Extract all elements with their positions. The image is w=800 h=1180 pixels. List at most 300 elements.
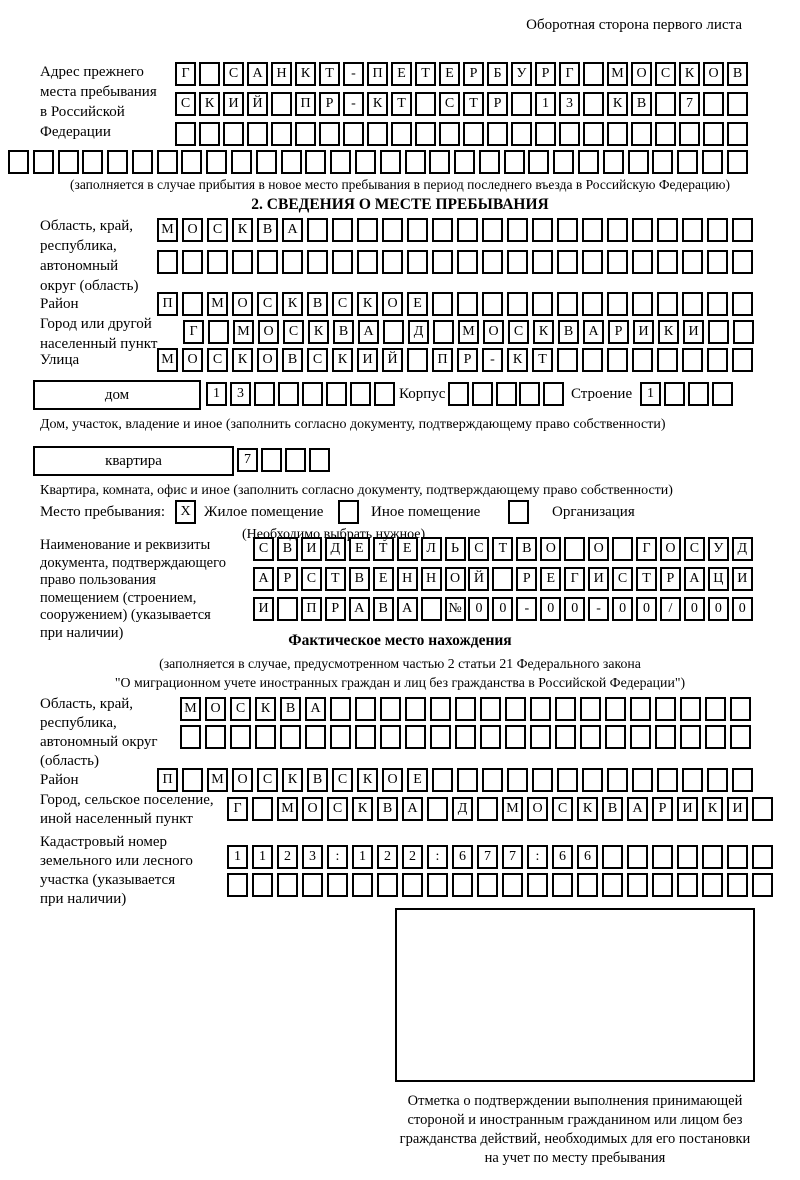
char-box: П: [301, 597, 322, 621]
char-box: [496, 382, 517, 406]
char-box: [480, 725, 501, 749]
char-box: [377, 873, 398, 897]
char-box: С: [655, 62, 676, 86]
char-box: [703, 122, 724, 146]
char-box: Б: [487, 62, 508, 86]
char-box: Р: [463, 62, 484, 86]
char-box: В: [631, 92, 652, 116]
char-box: К: [199, 92, 220, 116]
char-box: [682, 768, 703, 792]
char-box: Н: [271, 62, 292, 86]
char-box: [382, 218, 403, 242]
char-box: И: [588, 567, 609, 591]
label-line: при наличии): [40, 624, 124, 641]
char-box: Т: [636, 567, 657, 591]
stay-type-note: (Необходимо выбрать нужное): [242, 527, 426, 542]
house-note: Дом, участок, владение и иное (заполнить согласно документу, подтверждающему право собственности): [40, 417, 666, 432]
char-box: К: [702, 797, 723, 821]
char-box: Е: [391, 62, 412, 86]
char-box: 6: [552, 845, 573, 869]
char-box: И: [223, 92, 244, 116]
char-box: Г: [183, 320, 204, 344]
char-box: [8, 150, 29, 174]
char-box: 7: [237, 448, 258, 472]
char-box: [557, 768, 578, 792]
char-box: [421, 597, 442, 621]
char-box: [582, 250, 603, 274]
char-box: [632, 348, 653, 372]
char-box: Т: [319, 62, 340, 86]
label-line: право пользования: [40, 572, 156, 588]
char-box: [432, 768, 453, 792]
char-box: М: [458, 320, 479, 344]
char-box: С: [257, 292, 278, 316]
char-box: [307, 218, 328, 242]
char-box: [285, 448, 306, 472]
char-box: В: [558, 320, 579, 344]
char-box: [680, 725, 701, 749]
char-box: [463, 122, 484, 146]
char-box: Ь: [445, 537, 466, 561]
char-box: О: [483, 320, 504, 344]
char-box: [374, 382, 395, 406]
char-box: :: [527, 845, 548, 869]
char-box: 0: [708, 597, 729, 621]
char-box: [677, 845, 698, 869]
char-box: [432, 218, 453, 242]
char-box: [632, 250, 653, 274]
char-box: [302, 382, 323, 406]
char-box: Д: [325, 537, 346, 561]
char-box: О: [382, 768, 403, 792]
label-line: округ (область): [40, 278, 139, 294]
char-box: [727, 122, 748, 146]
char-box: И: [253, 597, 274, 621]
char-box: [199, 122, 220, 146]
char-box: [559, 122, 580, 146]
char-box: А: [627, 797, 648, 821]
char-box: К: [533, 320, 554, 344]
house-named-box: дом: [33, 380, 201, 410]
char-box: 6: [452, 845, 473, 869]
char-box: [482, 218, 503, 242]
char-box: [607, 250, 628, 274]
char-box: 7: [679, 92, 700, 116]
cadastre-row-1: [227, 845, 773, 869]
actual-district-label: Район: [40, 772, 79, 788]
char-box: [679, 122, 700, 146]
char-box: Ц: [708, 567, 729, 591]
char-box: [380, 725, 401, 749]
char-box: А: [349, 597, 370, 621]
char-box: К: [255, 697, 276, 721]
char-box: А: [305, 697, 326, 721]
label-line: Город, сельское поселение,: [40, 792, 214, 808]
stay-checkbox-other: [338, 500, 359, 524]
document-row-1: [253, 537, 753, 561]
char-box: [439, 122, 460, 146]
char-box: С: [207, 348, 228, 372]
char-box: [182, 768, 203, 792]
char-box: Л: [421, 537, 442, 561]
actual-location-title: Фактическое место нахождения: [288, 632, 512, 649]
char-box: [305, 150, 326, 174]
char-box: [632, 292, 653, 316]
char-box: [357, 218, 378, 242]
char-box: [502, 873, 523, 897]
actual-region-row-2: [180, 725, 751, 749]
char-box: [752, 873, 773, 897]
label-line: на учет по месту пребывания: [484, 1150, 666, 1166]
char-box: [580, 725, 601, 749]
char-box: В: [333, 320, 354, 344]
char-box: [655, 725, 676, 749]
char-box: [415, 92, 436, 116]
char-box: [627, 873, 648, 897]
char-box: Г: [636, 537, 657, 561]
actual-city-label: [40, 791, 230, 829]
char-box: Р: [457, 348, 478, 372]
char-box: В: [307, 292, 328, 316]
char-box: П: [295, 92, 316, 116]
stamp-caption: [330, 1092, 800, 1168]
char-box: [472, 382, 493, 406]
char-box: К: [282, 292, 303, 316]
char-box: [707, 250, 728, 274]
char-box: [727, 92, 748, 116]
char-box: [577, 873, 598, 897]
label-line: гражданства действий, необходимых для его постановки: [399, 1131, 751, 1147]
char-box: [505, 725, 526, 749]
char-box: С: [508, 320, 529, 344]
char-box: [532, 250, 553, 274]
char-box: [332, 250, 353, 274]
char-box: [732, 768, 753, 792]
char-box: Е: [349, 537, 370, 561]
char-box: И: [357, 348, 378, 372]
char-box: [530, 725, 551, 749]
char-box: М: [157, 218, 178, 242]
char-box: С: [552, 797, 573, 821]
char-box: [231, 150, 252, 174]
char-box: [355, 725, 376, 749]
char-box: [261, 448, 282, 472]
char-box: [557, 250, 578, 274]
cadastre-label: [40, 833, 225, 909]
char-box: К: [577, 797, 598, 821]
char-box: [511, 92, 532, 116]
char-box: [582, 292, 603, 316]
char-box: [557, 218, 578, 242]
char-box: [455, 697, 476, 721]
char-box: 2: [277, 845, 298, 869]
char-box: К: [232, 348, 253, 372]
label-line: республика,: [40, 238, 117, 254]
char-box: [752, 845, 773, 869]
char-box: К: [232, 218, 253, 242]
char-box: [487, 122, 508, 146]
char-box: М: [157, 348, 178, 372]
char-box: В: [280, 697, 301, 721]
char-box: [607, 122, 628, 146]
char-box: Е: [439, 62, 460, 86]
char-box: [507, 292, 528, 316]
char-box: С: [253, 537, 274, 561]
char-box: [302, 873, 323, 897]
char-box: [352, 873, 373, 897]
char-box: [631, 122, 652, 146]
label-line: населенный пункт: [40, 336, 158, 352]
char-box: [427, 873, 448, 897]
char-box: [271, 92, 292, 116]
document-row-2: [253, 567, 753, 591]
char-box: 1: [206, 382, 227, 406]
char-box: [582, 348, 603, 372]
char-box: А: [583, 320, 604, 344]
char-box: Р: [535, 62, 556, 86]
char-box: К: [282, 768, 303, 792]
char-box: [705, 725, 726, 749]
char-box: [205, 725, 226, 749]
char-box: Р: [277, 567, 298, 591]
label-line: стороной и иностранным гражданином или лицом без: [407, 1112, 743, 1128]
char-box: В: [307, 768, 328, 792]
char-box: [343, 122, 364, 146]
char-box: Р: [516, 567, 537, 591]
char-box: [457, 250, 478, 274]
label-line: иной населенный пункт: [40, 811, 193, 827]
korpus-label: Корпус: [399, 386, 446, 402]
char-box: [607, 768, 628, 792]
char-box: М: [207, 292, 228, 316]
char-box: К: [507, 348, 528, 372]
char-box: [702, 150, 723, 174]
char-box: И: [683, 320, 704, 344]
region-row-2: [157, 250, 753, 274]
char-box: [677, 150, 698, 174]
char-box: А: [358, 320, 379, 344]
char-box: О: [382, 292, 403, 316]
char-box: [507, 250, 528, 274]
char-box: Н: [421, 567, 442, 591]
char-box: [181, 150, 202, 174]
char-box: 1: [352, 845, 373, 869]
char-box: [332, 218, 353, 242]
char-box: С: [230, 697, 251, 721]
char-box: С: [223, 62, 244, 86]
char-box: [612, 537, 633, 561]
char-box: М: [277, 797, 298, 821]
char-box: [433, 320, 454, 344]
char-box: [607, 348, 628, 372]
char-box: 0: [564, 597, 585, 621]
char-box: [357, 250, 378, 274]
char-box: Т: [463, 92, 484, 116]
char-box: [182, 292, 203, 316]
prev-address-note: (заполняется в случае прибытия в новое место пребывания в период последнего въезда в Российскую Федерацию): [69, 177, 731, 192]
char-box: С: [468, 537, 489, 561]
char-box: [132, 150, 153, 174]
char-box: [504, 150, 525, 174]
char-box: Т: [415, 62, 436, 86]
char-box: Т: [325, 567, 346, 591]
page-side-note: Оборотная сторона первого листа: [526, 17, 742, 33]
char-box: №: [445, 597, 466, 621]
label-line: в Российской: [40, 104, 125, 120]
char-box: С: [175, 92, 196, 116]
char-box: [405, 150, 426, 174]
char-box: [477, 873, 498, 897]
char-box: [652, 845, 673, 869]
char-box: [380, 150, 401, 174]
char-box: [319, 122, 340, 146]
char-box: [532, 768, 553, 792]
char-box: [727, 845, 748, 869]
char-box: [257, 250, 278, 274]
label-line: Город или другой: [40, 316, 152, 332]
char-box: [702, 845, 723, 869]
prev-address-row-3: [175, 122, 748, 146]
stroenie-label: Строение: [571, 386, 633, 402]
char-box: К: [658, 320, 679, 344]
char-box: [281, 150, 302, 174]
char-box: [182, 250, 203, 274]
char-box: [405, 697, 426, 721]
char-box: [652, 150, 673, 174]
char-box: 3: [302, 845, 323, 869]
char-box: Т: [391, 92, 412, 116]
char-box: -: [516, 597, 537, 621]
char-box: О: [660, 537, 681, 561]
cadastre-row-2: [227, 873, 773, 897]
char-box: [58, 150, 79, 174]
char-box: [307, 250, 328, 274]
char-box: [752, 797, 773, 821]
stay-type-label: Место пребывания:: [40, 504, 165, 520]
char-box: И: [677, 797, 698, 821]
char-box: [391, 122, 412, 146]
char-box: Р: [487, 92, 508, 116]
char-box: И: [633, 320, 654, 344]
char-box: [708, 320, 729, 344]
char-box: [355, 697, 376, 721]
char-box: [582, 218, 603, 242]
char-box: Й: [382, 348, 403, 372]
char-box: К: [352, 797, 373, 821]
char-box: [682, 250, 703, 274]
char-box: [278, 382, 299, 406]
char-box: [407, 250, 428, 274]
char-box: [532, 292, 553, 316]
char-box: [505, 697, 526, 721]
char-box: О: [631, 62, 652, 86]
char-box: [309, 448, 330, 472]
char-box: [707, 292, 728, 316]
char-box: У: [511, 62, 532, 86]
char-box: С: [307, 348, 328, 372]
char-box: М: [207, 768, 228, 792]
char-box: В: [516, 537, 537, 561]
char-box: [530, 697, 551, 721]
char-box: [482, 250, 503, 274]
char-box: [455, 725, 476, 749]
label-line: автономный: [40, 258, 119, 274]
char-box: К: [357, 292, 378, 316]
label-line: (область): [40, 753, 99, 769]
stay-option-other-label: Иное помещение: [371, 504, 481, 520]
char-box: [355, 150, 376, 174]
actual-region-label: [40, 695, 180, 771]
char-box: [208, 320, 229, 344]
char-box: [327, 873, 348, 897]
char-box: О: [258, 320, 279, 344]
char-box: 0: [540, 597, 561, 621]
char-box: [703, 92, 724, 116]
char-box: [175, 122, 196, 146]
korpus-cells: [448, 382, 564, 406]
char-box: [457, 768, 478, 792]
prev-address-row-4: [8, 150, 748, 174]
char-box: О: [257, 348, 278, 372]
char-box: [543, 382, 564, 406]
char-box: [730, 697, 751, 721]
char-box: В: [727, 62, 748, 86]
char-box: Г: [175, 62, 196, 86]
char-box: [582, 768, 603, 792]
char-box: [507, 768, 528, 792]
char-box: Р: [325, 597, 346, 621]
char-box: [680, 697, 701, 721]
char-box: [607, 292, 628, 316]
char-box: [564, 537, 585, 561]
char-box: [407, 218, 428, 242]
char-box: [632, 218, 653, 242]
char-box: [555, 697, 576, 721]
document-row-3: [253, 597, 753, 621]
street-label: Улица: [40, 352, 80, 368]
char-box: Р: [608, 320, 629, 344]
stay-checkbox-organization: [508, 500, 529, 524]
char-box: [511, 122, 532, 146]
char-box: А: [402, 797, 423, 821]
char-box: Р: [652, 797, 673, 821]
char-box: [688, 382, 709, 406]
char-box: [732, 292, 753, 316]
char-box: [480, 697, 501, 721]
char-box: [454, 150, 475, 174]
char-box: -: [588, 597, 609, 621]
label-line: Кадастровый номер: [40, 834, 167, 850]
char-box: [702, 873, 723, 897]
char-box: О: [588, 537, 609, 561]
char-box: [82, 150, 103, 174]
char-box: Д: [452, 797, 473, 821]
char-box: [583, 92, 604, 116]
char-box: [657, 348, 678, 372]
char-box: [528, 150, 549, 174]
char-box: [430, 725, 451, 749]
label-line: земельного или лесного: [40, 853, 193, 869]
char-box: [256, 150, 277, 174]
prev-address-row-2: [175, 92, 748, 116]
label-line: сооружением) (указывается: [40, 607, 211, 623]
char-box: [350, 382, 371, 406]
char-box: [732, 348, 753, 372]
char-box: К: [367, 92, 388, 116]
label-line: места пребывания: [40, 84, 157, 100]
char-box: Е: [373, 567, 394, 591]
char-box: С: [207, 218, 228, 242]
